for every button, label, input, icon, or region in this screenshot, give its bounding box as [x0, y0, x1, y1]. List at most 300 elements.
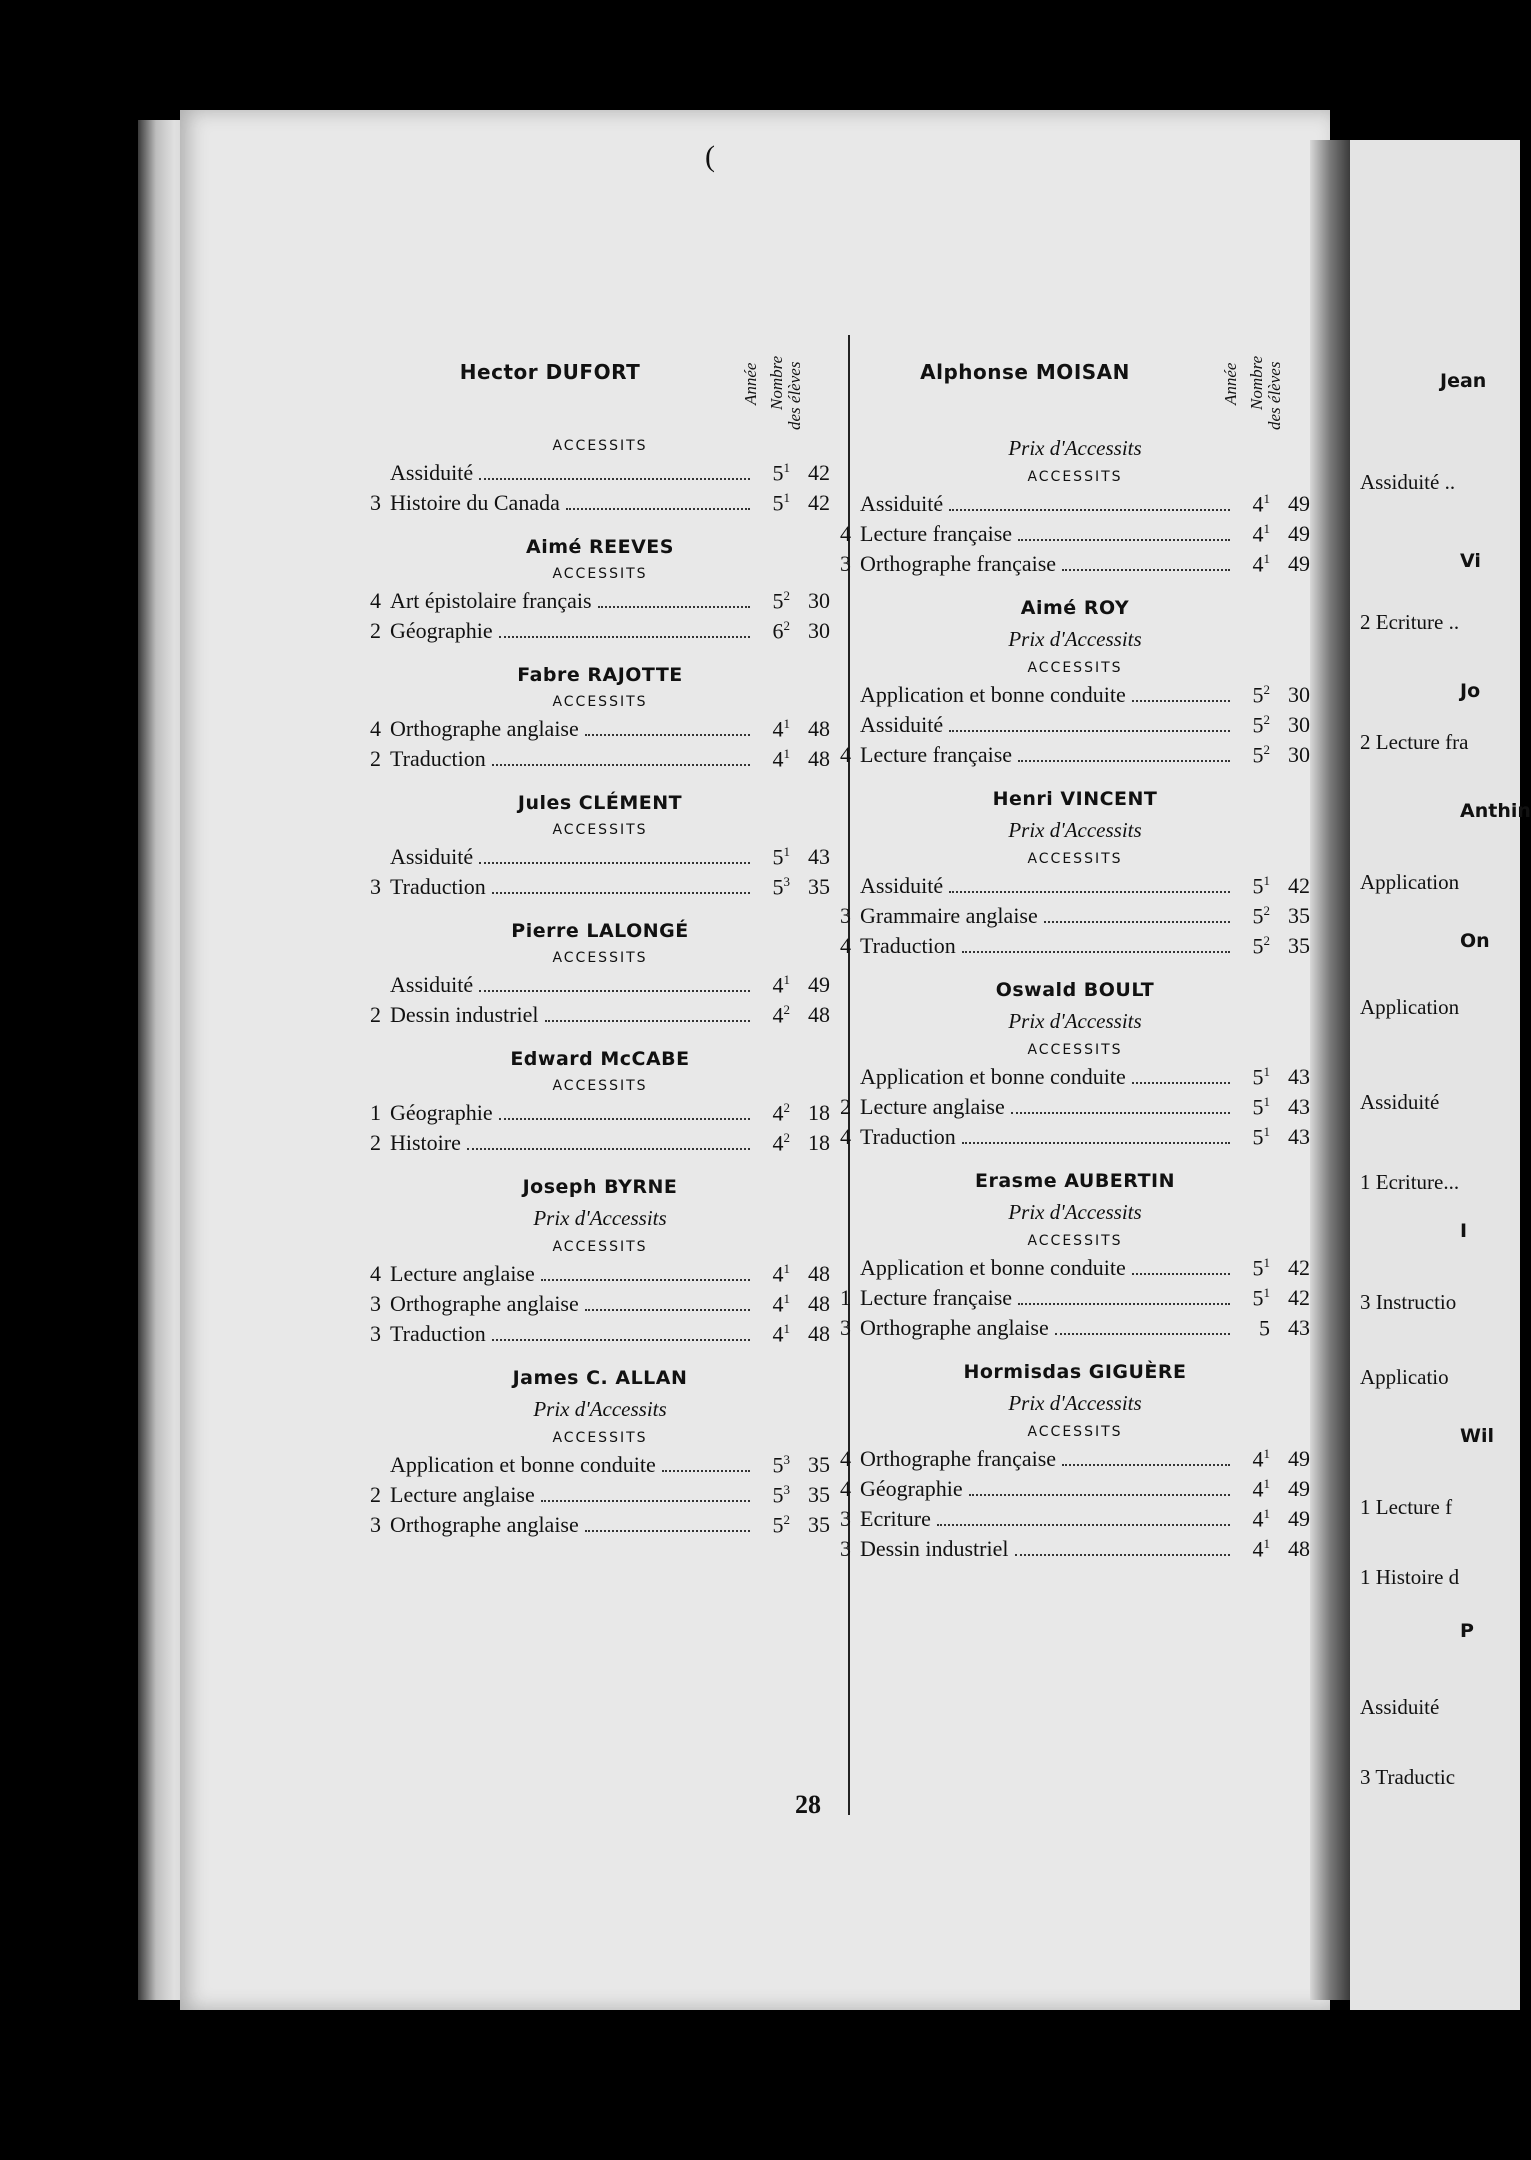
- year-value: 4: [772, 1261, 784, 1287]
- leader-dots: [949, 509, 1230, 511]
- award-row: [370, 1512, 830, 1542]
- year-section: 2: [1263, 742, 1270, 757]
- student-name: Edward McCABE: [510, 1048, 690, 1070]
- student-count: 43: [1288, 1124, 1310, 1150]
- accessits-label: ACCESSITS: [1027, 1233, 1123, 1249]
- year: [1236, 1255, 1270, 1281]
- year-section: 1: [1263, 551, 1270, 566]
- year-value: 5: [1252, 712, 1264, 738]
- year-section: 1: [1263, 1285, 1270, 1300]
- award-row: [370, 1321, 830, 1351]
- student-name: Aimé ROY: [1020, 597, 1130, 619]
- right-page-text: Vi: [1460, 550, 1481, 572]
- year-value: 4: [772, 1100, 784, 1126]
- year-value: 5: [772, 1452, 784, 1478]
- student-count: 43: [1288, 1064, 1310, 1090]
- right-page-text: 3 Traductic: [1360, 1765, 1456, 1789]
- year-value: 4: [772, 1291, 784, 1317]
- year-value: 4: [1252, 1506, 1264, 1532]
- award-row: [840, 903, 1310, 933]
- year: [1236, 1476, 1270, 1502]
- year: [756, 1100, 790, 1126]
- accessits-label: ACCESSITS: [552, 438, 648, 454]
- year: [756, 618, 790, 644]
- subject: Assiduité: [860, 491, 944, 517]
- award-row: [840, 873, 1310, 903]
- year-value: 5: [1252, 1064, 1264, 1090]
- year-value: 5: [1252, 742, 1264, 768]
- leader-dots: [949, 891, 1230, 893]
- rank-number: 4: [370, 588, 381, 614]
- subject: Traduction: [390, 746, 486, 772]
- year: [756, 972, 790, 998]
- leader-dots: [479, 862, 750, 864]
- student-count: 43: [1288, 1315, 1310, 1341]
- year-section: 1: [1263, 873, 1270, 888]
- award-row: [370, 460, 830, 490]
- leader-dots: [1055, 1333, 1230, 1335]
- student-count: 30: [1288, 742, 1310, 768]
- leader-dots: [962, 1142, 1230, 1144]
- accessits-label: ACCESSITS: [1027, 851, 1123, 867]
- year-section: 2: [1263, 903, 1270, 918]
- award-row: [370, 1130, 830, 1160]
- student-count: 42: [808, 490, 830, 516]
- leader-dots: [1018, 539, 1230, 541]
- subject: Orthographe anglaise: [860, 1315, 1049, 1341]
- year-section: 2: [783, 1002, 790, 1017]
- year-value: 5: [1252, 903, 1264, 929]
- year: [756, 874, 790, 900]
- year: [756, 588, 790, 614]
- year-section: 1: [783, 844, 790, 859]
- subject: Histoire: [390, 1130, 461, 1156]
- year-section: 2: [783, 588, 790, 603]
- leader-dots: [479, 478, 750, 480]
- header-annee: Année: [1221, 362, 1240, 405]
- right-page-text: 1 Histoire d: [1360, 1565, 1460, 1589]
- year-section: 1: [1263, 1536, 1270, 1551]
- award-row: [370, 746, 830, 776]
- award-row: [370, 716, 830, 746]
- year-value: 4: [1252, 1446, 1264, 1472]
- subject: Assiduité: [390, 972, 474, 998]
- student-count: 49: [1288, 521, 1310, 547]
- award-row: [840, 1285, 1310, 1315]
- award-row: [840, 682, 1310, 712]
- student-count: 35: [808, 1482, 830, 1508]
- header-annee: Année: [741, 362, 760, 405]
- student-entry: [370, 536, 830, 648]
- award-row: [840, 742, 1310, 772]
- prize-label: Prix d'Accessits: [1008, 1391, 1142, 1415]
- year: [1236, 1064, 1270, 1090]
- year-value: 5: [772, 588, 784, 614]
- award-row: [840, 1124, 1310, 1154]
- student-name: Alphonse MOISAN: [920, 360, 1130, 384]
- subject: Lecture française: [860, 521, 1013, 547]
- student-entry: [370, 1176, 830, 1351]
- book-gutter: [1310, 140, 1350, 2000]
- rank-number: 3: [370, 874, 381, 900]
- year: [756, 1002, 790, 1028]
- student-entry: [370, 920, 830, 1032]
- leader-dots: [1062, 1464, 1230, 1466]
- rank-number: 2: [370, 1130, 381, 1156]
- right-page-text: On: [1460, 930, 1490, 952]
- header-nombre: Nombre: [1247, 355, 1266, 410]
- leader-dots: [969, 1494, 1230, 1496]
- rank-number: 3: [370, 1321, 381, 1347]
- student-count: 48: [808, 746, 830, 772]
- year: [756, 746, 790, 772]
- rank-number: 2: [370, 1482, 381, 1508]
- award-row: [370, 1291, 830, 1321]
- year-value: 4: [772, 972, 784, 998]
- leader-dots: [662, 1470, 750, 1472]
- award-row: [370, 972, 830, 1002]
- year-section: 1: [1263, 1255, 1270, 1270]
- column-header: [370, 330, 830, 430]
- year-section: 1: [783, 460, 790, 475]
- year: [1236, 1446, 1270, 1472]
- student-name: Aimé REEVES: [526, 536, 674, 558]
- subject: Dessin industriel: [390, 1002, 539, 1028]
- award-row: [840, 521, 1310, 551]
- award-row: [370, 618, 830, 648]
- year-section: 1: [1263, 1476, 1270, 1491]
- subject: Application et bonne conduite: [860, 1064, 1126, 1090]
- year-section: 1: [783, 1291, 790, 1306]
- student-name: Hormisdas GIGUÈRE: [963, 1361, 1187, 1383]
- right-page-text: Jo: [1460, 680, 1481, 702]
- year-section: 2: [1263, 712, 1270, 727]
- rank-number: 3: [840, 551, 851, 577]
- rank-number: 3: [840, 903, 851, 929]
- year: [756, 716, 790, 742]
- year-section: 3: [783, 874, 790, 889]
- award-row: [370, 1482, 830, 1512]
- student-count: 35: [808, 1512, 830, 1538]
- student-count: 42: [808, 460, 830, 486]
- year-section: 2: [783, 1100, 790, 1115]
- accessits-label: ACCESSITS: [1027, 660, 1123, 676]
- page-number: 28: [795, 1790, 821, 1819]
- leader-dots: [1132, 1273, 1230, 1275]
- subject: Lecture française: [860, 1285, 1013, 1311]
- subject: Assiduité: [390, 460, 474, 486]
- leader-dots: [492, 892, 750, 894]
- award-row: [840, 491, 1310, 521]
- right-page-text: Jean: [1440, 370, 1487, 392]
- year-value: 5: [1252, 682, 1264, 708]
- rank-number: 4: [370, 716, 381, 742]
- award-row: [370, 1452, 830, 1482]
- subject: Orthographe anglaise: [390, 716, 579, 742]
- right-page-text: Assiduité: [1360, 1695, 1440, 1719]
- accessits-label: ACCESSITS: [552, 822, 648, 838]
- award-row: [840, 1536, 1310, 1566]
- accessits-label: ACCESSITS: [1027, 469, 1123, 485]
- header-des-eleves: des élèves: [785, 361, 804, 430]
- year: [756, 1512, 790, 1538]
- right-page-text: Wil: [1460, 1425, 1494, 1447]
- student-name: Pierre LALONGÉ: [511, 920, 689, 942]
- student-name: Henri VINCENT: [992, 788, 1158, 810]
- leader-dots: [1062, 569, 1230, 571]
- student-name: Oswald BOULT: [995, 979, 1155, 1001]
- accessits-label: ACCESSITS: [552, 1430, 648, 1446]
- student-count: 49: [1288, 491, 1310, 517]
- year-value: 5: [1252, 1124, 1264, 1150]
- year-value: 6: [772, 618, 784, 644]
- accessits-label: ACCESSITS: [552, 950, 648, 966]
- right-page-text: 2 Ecriture ..: [1360, 610, 1460, 634]
- student-entry: [840, 1170, 1310, 1345]
- year-value: 4: [1252, 521, 1264, 547]
- subject: Lecture française: [860, 742, 1013, 768]
- year-section: 1: [783, 716, 790, 731]
- student-count: 30: [808, 588, 830, 614]
- rank-number: 2: [370, 1002, 381, 1028]
- year: [1236, 1124, 1270, 1150]
- student-count: 30: [1288, 712, 1310, 738]
- award-row: [370, 1100, 830, 1130]
- right-page-text: Application: [1360, 870, 1460, 894]
- rank-number: 4: [840, 742, 851, 768]
- student-name: Erasme AUBERTIN: [975, 1170, 1175, 1192]
- year-value: 4: [772, 1002, 784, 1028]
- rank-number: 2: [840, 1094, 851, 1120]
- year-value: 4: [772, 746, 784, 772]
- rank-number: 4: [840, 1446, 851, 1472]
- award-row: [840, 1094, 1310, 1124]
- student-count: 48: [808, 1321, 830, 1347]
- year-value: 4: [1252, 1536, 1264, 1562]
- year-value: 4: [1252, 491, 1264, 517]
- year: [1236, 1094, 1270, 1120]
- year-section: 2: [1263, 933, 1270, 948]
- student-name: Hector DUFORT: [459, 360, 641, 384]
- leader-dots: [1018, 1303, 1230, 1305]
- right-page-fragment: [1350, 140, 1531, 2010]
- student-count: 48: [808, 1002, 830, 1028]
- subject: Grammaire anglaise: [860, 903, 1038, 929]
- subject: Géographie: [390, 1100, 493, 1126]
- year-value: 5: [1252, 1094, 1264, 1120]
- leader-dots: [585, 1309, 750, 1311]
- year: [756, 490, 790, 516]
- student-count: 42: [1288, 873, 1310, 899]
- prize-label: Prix d'Accessits: [533, 1397, 667, 1421]
- right-page-text: I: [1460, 1220, 1468, 1242]
- prize-label: Prix d'Accessits: [1008, 818, 1142, 842]
- prize-label: Prix d'Accessits: [1008, 1200, 1142, 1224]
- rank-number: 3: [840, 1315, 851, 1341]
- rank-number: 4: [840, 521, 851, 547]
- student-count: 49: [1288, 1476, 1310, 1502]
- year-value: 5: [1259, 1315, 1270, 1341]
- student-count: 43: [808, 844, 830, 870]
- award-row: [370, 1261, 830, 1291]
- year-section: 2: [783, 1130, 790, 1145]
- student-count: 49: [808, 972, 830, 998]
- student-count: 35: [808, 1452, 830, 1478]
- year-section: 1: [1263, 1064, 1270, 1079]
- leader-dots: [479, 990, 750, 992]
- year-value: 4: [772, 716, 784, 742]
- student-entry: [840, 330, 1310, 581]
- award-row: [840, 1255, 1310, 1285]
- subject: Lecture anglaise: [390, 1482, 535, 1508]
- student-name: James C. ALLAN: [512, 1367, 688, 1389]
- year-section: 1: [1263, 1094, 1270, 1109]
- student-entry: [370, 1367, 830, 1542]
- student-count: 49: [1288, 551, 1310, 577]
- leader-dots: [1132, 1082, 1230, 1084]
- prize-label: Prix d'Accessits: [1008, 627, 1142, 651]
- year: [756, 1261, 790, 1287]
- subject: Traduction: [860, 933, 956, 959]
- leader-dots: [949, 730, 1230, 732]
- award-row: [370, 874, 830, 904]
- accessits-label: ACCESSITS: [552, 1078, 648, 1094]
- student-name: Jules CLÉMENT: [517, 792, 683, 814]
- year-value: 5: [772, 490, 784, 516]
- column-headings: [740, 330, 830, 430]
- right-page-text: 1 Lecture f: [1360, 1495, 1453, 1519]
- award-row: [370, 1002, 830, 1032]
- subject: Orthographe anglaise: [390, 1291, 579, 1317]
- right-page-text: Applicatio: [1360, 1365, 1449, 1389]
- year-value: 5: [772, 844, 784, 870]
- year-section: 1: [783, 746, 790, 761]
- award-row: [840, 1315, 1310, 1345]
- student-entry: [370, 330, 830, 520]
- leader-dots: [492, 1339, 750, 1341]
- leader-dots: [937, 1524, 1230, 1526]
- leader-dots: [585, 1530, 750, 1532]
- year: [756, 844, 790, 870]
- year-value: 5: [1252, 1255, 1264, 1281]
- year-section: 1: [783, 1321, 790, 1336]
- student-count: 35: [1288, 903, 1310, 929]
- header-nombre: Nombre: [767, 355, 786, 410]
- leader-dots: [1132, 700, 1230, 702]
- year-section: 3: [783, 1452, 790, 1467]
- subject: Dessin industriel: [860, 1536, 1009, 1562]
- subject: Géographie: [860, 1476, 963, 1502]
- student-entry: [370, 664, 830, 776]
- year-section: 1: [783, 972, 790, 987]
- award-row: [840, 712, 1310, 742]
- year-value: 5: [1252, 933, 1264, 959]
- year: [756, 1130, 790, 1156]
- year: [756, 460, 790, 486]
- subject: Traduction: [390, 874, 486, 900]
- year: [756, 1482, 790, 1508]
- leader-dots: [1018, 760, 1230, 762]
- accessits-label: ACCESSITS: [552, 1239, 648, 1255]
- award-row: [370, 588, 830, 618]
- accessits-label: ACCESSITS: [1027, 1042, 1123, 1058]
- year: [756, 1452, 790, 1478]
- student-entry: [840, 788, 1310, 963]
- column-headings: [1220, 330, 1310, 430]
- year-value: 4: [1252, 551, 1264, 577]
- student-entry: [840, 597, 1310, 772]
- year: [1236, 491, 1270, 517]
- year-section: 1: [1263, 521, 1270, 536]
- leader-dots: [492, 764, 750, 766]
- award-row: [840, 1064, 1310, 1094]
- year-section: 2: [783, 1512, 790, 1527]
- leader-dots: [1011, 1112, 1230, 1114]
- student-count: 42: [1288, 1255, 1310, 1281]
- year: [1236, 903, 1270, 929]
- award-row: [840, 1476, 1310, 1506]
- subject: Traduction: [390, 1321, 486, 1347]
- year: [756, 1291, 790, 1317]
- right-page-text: Assiduité: [1360, 1090, 1440, 1114]
- right-page-text: Assiduité ..: [1360, 470, 1456, 494]
- subject: Orthographe française: [860, 551, 1057, 577]
- student-count: 48: [808, 716, 830, 742]
- rank-number: 3: [840, 1536, 851, 1562]
- subject: Application et bonne conduite: [860, 1255, 1126, 1281]
- year-value: 4: [772, 1321, 784, 1347]
- subject: Ecriture: [860, 1506, 931, 1532]
- subject: Histoire du Canada: [390, 490, 560, 516]
- year-value: 5: [1252, 873, 1264, 899]
- year: [1236, 521, 1270, 547]
- student-count: 43: [1288, 1094, 1310, 1120]
- rank-number: 4: [370, 1261, 381, 1287]
- right-page-text: 2 Lecture fra: [1360, 730, 1469, 754]
- year: [1236, 1506, 1270, 1532]
- student-name: Fabre RAJOTTE: [517, 664, 683, 686]
- rank-number: 1: [840, 1285, 851, 1311]
- leader-dots: [467, 1148, 750, 1150]
- award-row: [840, 933, 1310, 963]
- year-section: 1: [1263, 491, 1270, 506]
- subject: Traduction: [860, 1124, 956, 1150]
- year-value: 4: [1252, 1476, 1264, 1502]
- leader-dots: [566, 508, 750, 510]
- rank-number: 3: [840, 1506, 851, 1532]
- column-header: [840, 330, 1310, 430]
- year-value: 5: [1252, 1285, 1264, 1311]
- leader-dots: [545, 1020, 751, 1022]
- subject: Assiduité: [390, 844, 474, 870]
- year: [1236, 873, 1270, 899]
- year-value: 5: [772, 460, 784, 486]
- rank-number: 1: [370, 1100, 381, 1126]
- award-row: [840, 1446, 1310, 1476]
- accessits-label: ACCESSITS: [552, 694, 648, 710]
- subject: Application et bonne conduite: [390, 1452, 656, 1478]
- award-row: [370, 490, 830, 520]
- right-page-text: P: [1460, 1620, 1474, 1642]
- rank-number: 4: [840, 1476, 851, 1502]
- year-value: 5: [772, 1482, 784, 1508]
- rank-number: 3: [370, 490, 381, 516]
- prize-label: Prix d'Accessits: [1008, 1009, 1142, 1033]
- accessits-label: ACCESSITS: [1027, 1424, 1123, 1440]
- student-entry: [840, 1361, 1310, 1566]
- student-count: 48: [808, 1261, 830, 1287]
- subject: Orthographe anglaise: [390, 1512, 579, 1538]
